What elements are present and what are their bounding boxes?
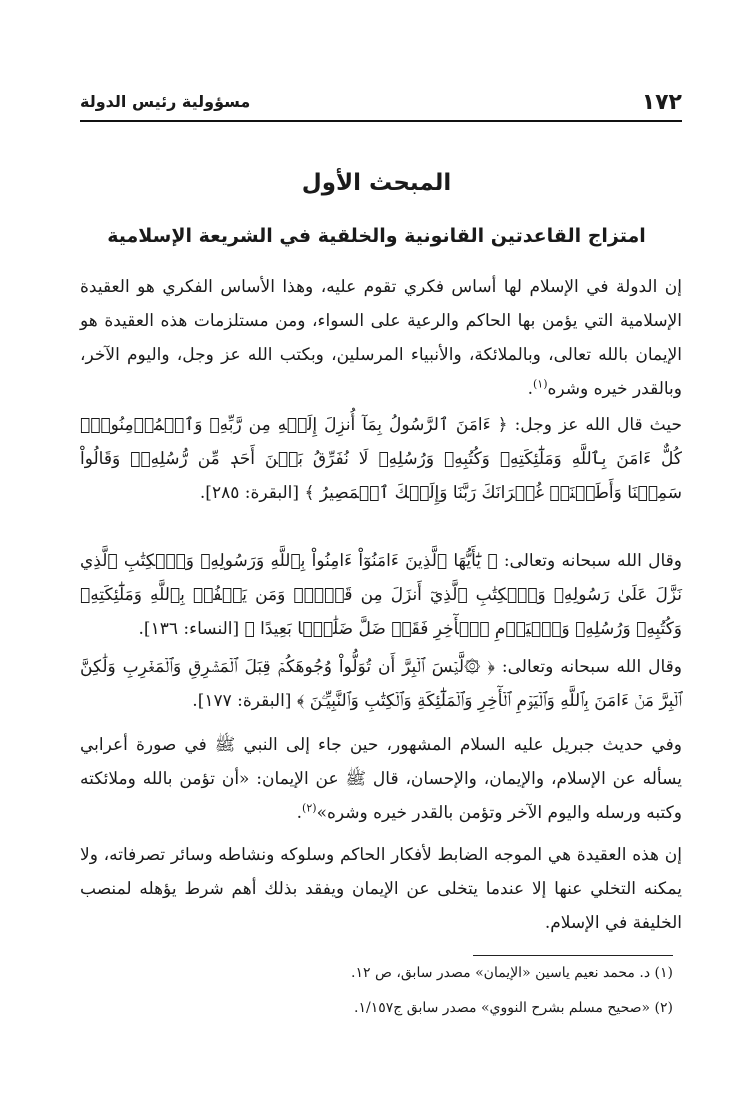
footnote-1: [71, 963, 673, 983]
verse-reference-1: [البقرة: ٢٨٥].: [199, 483, 305, 503]
verse-reference-3: [البقرة: ١٧٧].: [192, 691, 297, 711]
section-title: المبحث الأول: [301, 170, 452, 196]
paragraph-1-text: إن الدولة في الإسلام لها أساس فكري تقوم عليه، وهذا الأساس الفكري هو العقيدة الإسلامية التي يؤمن بها الحاكم والرعية على السواء، ومن مستلزمات هذه العقيدة هو الإيمان بالله تعالى، وبالملائكة، والأنبياء المرسلين، وبكتب الله عز وجل، واليوم الآخر، وبالقدر خيره وشره: [80, 277, 682, 399]
paragraph-3-intro: وقال الله سبحانه وتعالى:: [497, 551, 682, 571]
page-number: ١٧٢: [641, 90, 682, 115]
paragraph-3: [80, 544, 682, 646]
paragraph-1-end: .: [527, 379, 533, 399]
paragraph-2: [80, 408, 682, 510]
footnote-2-marker: (٢): [654, 1000, 673, 1016]
footnote-2-text: «صحيح مسلم بشرح النووي» مصدر سابق ج١/١٥٧.: [354, 1000, 651, 1016]
footnote-marker-1: (١): [532, 377, 548, 391]
footnote-1-text: د. محمد نعيم ياسين «الإيمان» مصدر سابق، ص ١٢.: [351, 965, 651, 981]
footnote-1-marker: (١): [654, 965, 673, 981]
paragraph-6: إن هذه العقيدة هي الموجه الضابط لأفكار الحاكم وسلوكه ونشاطه وسائر تصرفاته، ولا يمكنه التخلي عنها إلا عندما يتخلى عن الإيمان ويفقد بذلك أهم شرط يؤهله لمنصب الخليفة في الإسلام.: [80, 845, 682, 933]
paragraph-5: [80, 728, 682, 830]
quran-verse-1: ﴿ ءَامَنَ ٱلرَّسُولُ بِمَآ أُنزِلَ إِلَيۡهِ مِن رَّبِّهِۦ وَٱلۡمُؤۡمِنُونَۚ كُلٌّ ءَامَنَ بِٱللَّهِ وَمَلَٰٓئِكَتِهِۦ وَكُتُبِهِۦ وَرُسُلِهِۦ لَا نُفَرِّقُ بَيۡنَ أَحَدٖ مِّن رُّسُلِهِۦۚ وَقَالُواْ سَمِعۡنَا وَأَطَعۡنَاۖ غُفۡرَانَكَ رَبَّنَا وَإِلَيۡكَ ٱلۡمَصِيرُ ﴾: [80, 415, 682, 503]
running-title: مسؤولية رئيس الدولة: [80, 92, 251, 111]
section-subtitle: امتزاج القاعدتين القانونية والخلقية في الشريعة الإسلامية: [107, 225, 646, 247]
paragraph-4-intro: وقال الله سبحانه وتعالى:: [494, 657, 682, 677]
footnote-divider: [473, 955, 673, 956]
verse-reference-2: [النساء: ١٣٦].: [138, 619, 245, 639]
running-header: [80, 90, 682, 122]
paragraph-4: [80, 650, 682, 718]
footnote-2: [71, 998, 673, 1018]
paragraph-5-text: وفي حديث جبريل عليه السلام المشهور، حين جاء إلى النبي ﷺ في صورة أعرابي يسأله عن الإسلام، والإيمان، والإحسان، قال ﷺ عن الإيمان: «أن تؤمن بالله وملائكته وكتبه ورسله واليوم الآخر وتؤمن بالقدر خيره وشره»: [80, 735, 682, 823]
quran-verse-3: ﴿ ۞لَّيۡسَ ٱلۡبِرَّ أَن تُوَلُّواْ وُجُوهَكُمۡ قِبَلَ ٱلۡمَشۡرِقِ وَٱلۡمَغۡرِبِ وَلَٰكِنَّ ٱلۡبِرَّ مَنۡ ءَامَنَ بِٱللَّهِ وَٱلۡيَوۡمِ ٱلۡأٓخِرِ وَٱلۡمَلَٰٓئِكَةِ وَٱلۡكِتَٰبِ وَٱلنَّبِيِّـۧنَ ﴾: [80, 657, 682, 711]
paragraph-2-intro: حيث قال الله عز وجل:: [507, 415, 682, 435]
footnote-marker-2: (٢): [302, 801, 317, 815]
paragraph-1: [80, 270, 682, 406]
quran-verse-2: ﴿ يَٰٓأَيُّهَا ٱلَّذِينَ ءَامَنُوٓاْ ءَامِنُواْ بِٱللَّهِ وَرَسُولِهِۦ وَٱلۡكِتَٰبِ ٱلَّذِي نَزَّلَ عَلَىٰ رَسُولِهِۦ وَٱلۡكِتَٰبِ ٱلَّذِيٓ أَنزَلَ مِن قَبۡلُۚ وَمَن يَكۡفُرۡ بِٱللَّهِ وَمَلَٰٓئِكَتِهِۦ وَكُتُبِهِۦ وَرُسُلِهِۦ وَٱلۡيَوۡمِ ٱلۡأٓخِرِ فَقَدۡ ضَلَّ ضَلَٰلَۢا بَعِيدًا ﴾: [80, 551, 682, 639]
paragraph-5-end: .: [296, 803, 303, 823]
